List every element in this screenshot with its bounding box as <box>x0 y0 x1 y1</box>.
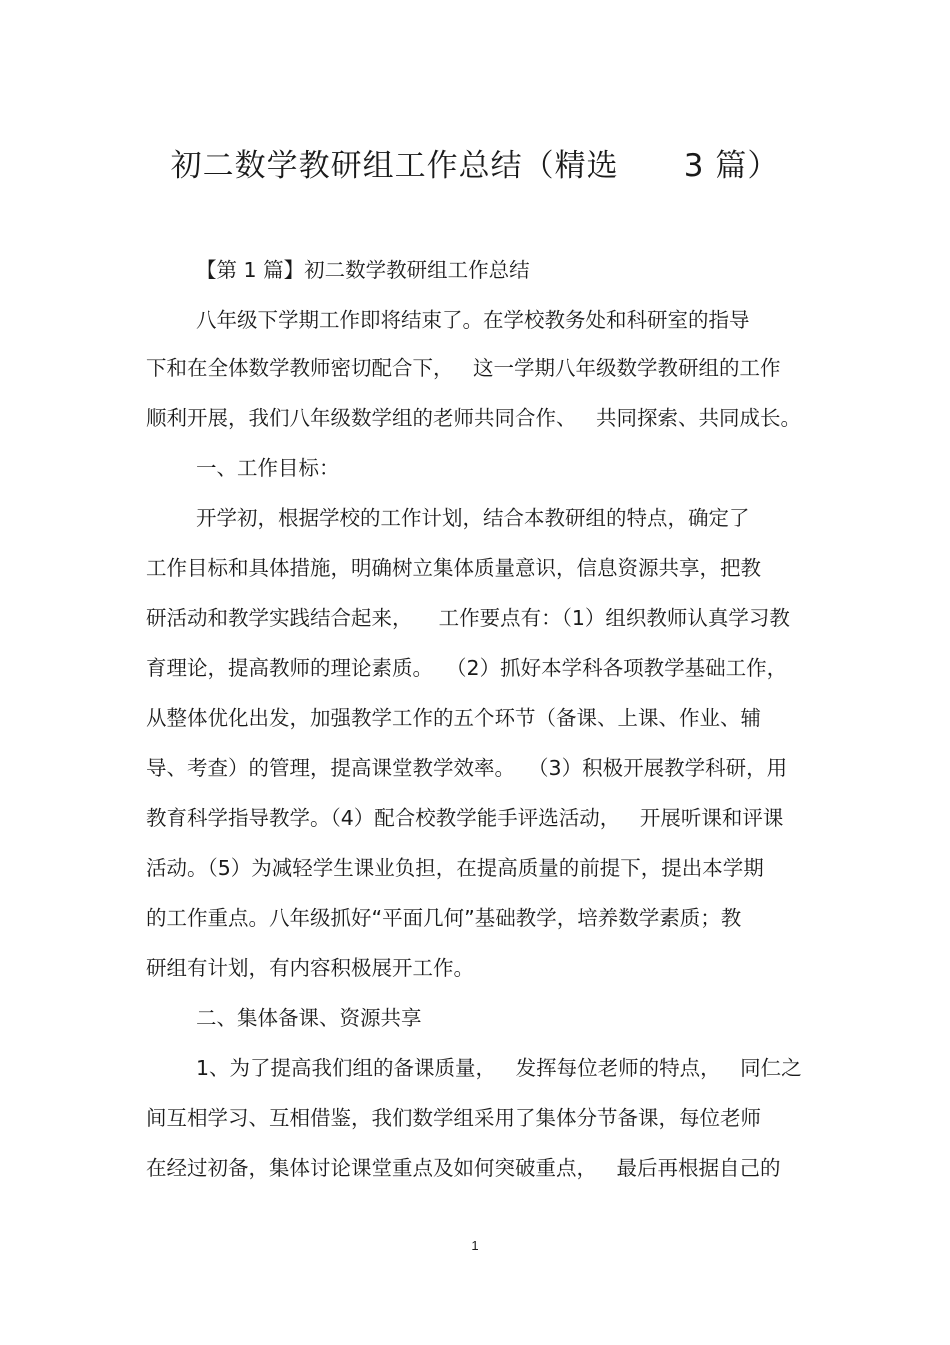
paragraph-line: 工作目标和具体措施，明确树立集体质量意识，信息资源共享，把教 <box>146 556 761 580</box>
paragraph-line: 从整体优化出发，加强教学工作的五个环节（备课、上课、作业、辅 <box>146 706 761 730</box>
section-heading-part1: 【第 1 篇】初二数学教研组工作总结 <box>196 258 530 282</box>
paragraph-line: 教育科学指导教学。（4）配合校教学能手评选活动， 开展听课和评课 <box>146 806 784 830</box>
paragraph-line: 育理论，提高教师的理论素质。 （2）抓好本学科各项教学基础工作， <box>146 656 788 680</box>
paragraph-line: 导、考查）的管理，提高课堂教学效率。 （3）积极开展教学科研，用 <box>146 756 788 780</box>
paragraph-line: 活动。（5）为减轻学生课业负担，在提高质量的前提下，提出本学期 <box>146 856 764 880</box>
page-number: 1 <box>471 1238 479 1253</box>
section-heading-goals: 一、工作目标： <box>196 456 340 480</box>
section-heading-lesson-prep: 二、集体备课、资源共享 <box>196 1006 422 1030</box>
paragraph-line: 下和在全体数学教师密切配合下， 这一学期八年级数学教研组的工作 <box>146 356 781 380</box>
paragraph-line: 1、为了提高我们组的备课质量， 发挥每位老师的特点， 同仁之 <box>196 1056 802 1080</box>
paragraph-line: 间互相学习、互相借鉴，我们数学组采用了集体分节备课，每位老师 <box>146 1106 761 1130</box>
paragraph-line: 开学初，根据学校的工作计划，结合本教研组的特点，确定了 <box>196 506 750 530</box>
paragraph-line: 顺利开展，我们八年级数学组的老师共同合作、 共同探索、共同成长。 <box>146 406 802 430</box>
paragraph-line: 研活动和教学实践结合起来， 工作要点有：（1）组织教师认真学习教 <box>146 606 790 630</box>
paragraph-line: 在经过初备，集体讨论课堂重点及如何突破重点， 最后再根据自己的 <box>146 1156 781 1180</box>
paragraph-line: 研组有计划，有内容积极展开工作。 <box>146 956 474 980</box>
document-title: 初二数学教研组工作总结（精选 3 篇） <box>170 148 780 184</box>
paragraph-line: 的工作重点。八年级抓好“平面几何”基础教学，培养数学素质；教 <box>146 906 742 930</box>
paragraph-line: 八年级下学期工作即将结束了。在学校教务处和科研室的指导 <box>196 308 750 332</box>
